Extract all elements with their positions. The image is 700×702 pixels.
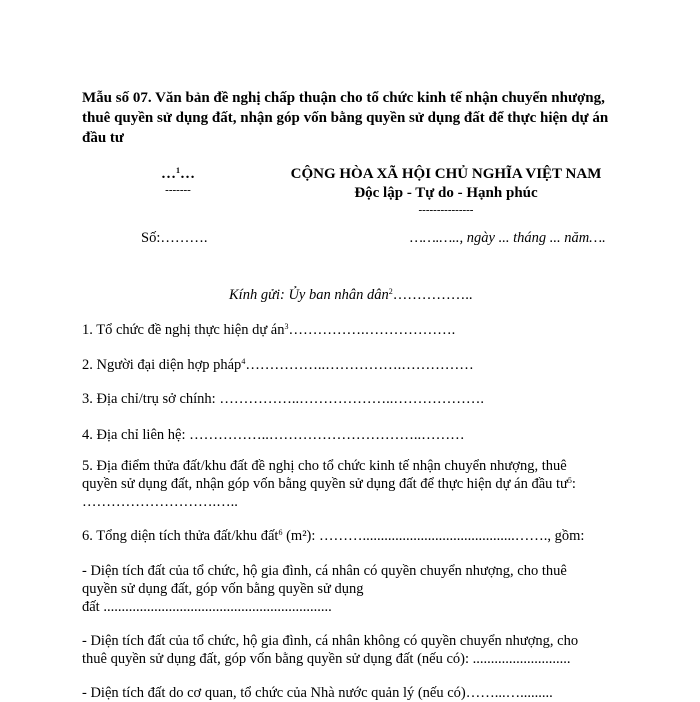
- recipient-label: Kính gửi: Ủy ban nhân dân: [229, 287, 389, 303]
- footnote-ref-4: 4: [241, 357, 246, 366]
- footnote-ref-3: 3: [284, 322, 289, 331]
- sub3-line-1: - Diện tích đất do cơ quan, tổ chức của Nhà nước quản lý (nếu có)……...….........: [82, 685, 553, 701]
- item5-line-1: 5. Địa điểm thửa đất/khu đất đề nghị cho tổ chức kinh tế nhận chuyển nhượng, thuê: [82, 458, 567, 474]
- sub1-line-2: quyền sử dụng đất, góp vốn bằng quyền sử dụng: [82, 581, 364, 597]
- field-applicant-org: [82, 322, 455, 339]
- document-number: Số:……….: [141, 230, 208, 246]
- field-label: 1. Tổ chức đề nghị thực hiện dự án: [82, 322, 285, 338]
- footnote-ref-1: 1: [176, 166, 180, 175]
- item5-line-2: [82, 476, 576, 493]
- field-blank: ……………..…………….……………: [245, 357, 474, 373]
- field-label: 2. Người đại diện hợp pháp: [82, 357, 242, 373]
- national-motto: Độc lập - Tự do - Hạnh phúc: [354, 185, 538, 201]
- footnote-ref-2: 2: [388, 287, 393, 296]
- item6-blank: (m²): ………..........................................……., gồm:: [282, 528, 585, 544]
- sub2-line-1: - Diện tích đất của tổ chức, hộ gia đình, cá nhân không có quyền chuyển nhượng, cho: [82, 633, 579, 649]
- form-title: [82, 88, 622, 148]
- item6-label: 6. Tổng diện tích thửa đất/khu đất: [82, 528, 279, 544]
- national-title: CỘNG HÒA XÃ HỘI CHỦ NGHĨA VIỆT NAM: [290, 166, 602, 182]
- form-title-line-3: đầu tư: [82, 130, 124, 146]
- sub1-line-1: - Diện tích đất của tổ chức, hộ gia đình, cá nhân có quyền chuyển nhượng, cho thuê: [82, 563, 567, 579]
- issuing-org-suffix: …: [180, 166, 195, 182]
- issuing-org-placeholder: [161, 166, 195, 183]
- form-title-line-1: Mẫu số 07. Văn bản đề nghị chấp thuận cho tổ chức kinh tế nhận chuyển nhượng,: [82, 90, 605, 106]
- item5-colon: :: [571, 476, 576, 492]
- item6-total-area: [82, 528, 584, 545]
- item5-text: quyền sử dụng đất, nhận góp vốn bằng quyền sử dụng đất để thực hiện dự án đầu tư: [82, 476, 568, 492]
- footnote-ref-5: 5: [567, 476, 572, 485]
- sub1-line-3: đất ...............................................................: [82, 599, 332, 615]
- field-blank: …………….……………….: [288, 322, 456, 338]
- sub2-line-2: thuê quyền sử dụng đất, góp vốn bằng quyền sử dụng đất (nếu có): ...........................: [82, 651, 571, 667]
- document-date: …….….., ngày ... tháng ... năm….: [410, 230, 606, 246]
- issuing-org-rule: -------: [165, 184, 191, 196]
- recipient-blank: ……………..: [392, 287, 473, 303]
- issuing-org-prefix: …: [161, 166, 176, 182]
- field-legal-representative: [82, 357, 474, 374]
- form-title-line-2: thuê quyền sử dụng đất, nhận góp vốn bằng quyền sử dụng đất để thực hiện dự án: [82, 110, 609, 126]
- footnote-ref-6: 6: [278, 528, 283, 537]
- field-contact-address: 4. Địa chỉ liên hệ: ……………..…………………………..………: [82, 427, 465, 443]
- motto-rule: ---------------: [418, 204, 474, 216]
- recipient-line: [229, 287, 473, 304]
- item5-line-3: ……………………….…..: [82, 494, 238, 510]
- field-headquarters-address: 3. Địa chỉ/trụ sở chính: ……………..………………..……………….: [82, 391, 484, 407]
